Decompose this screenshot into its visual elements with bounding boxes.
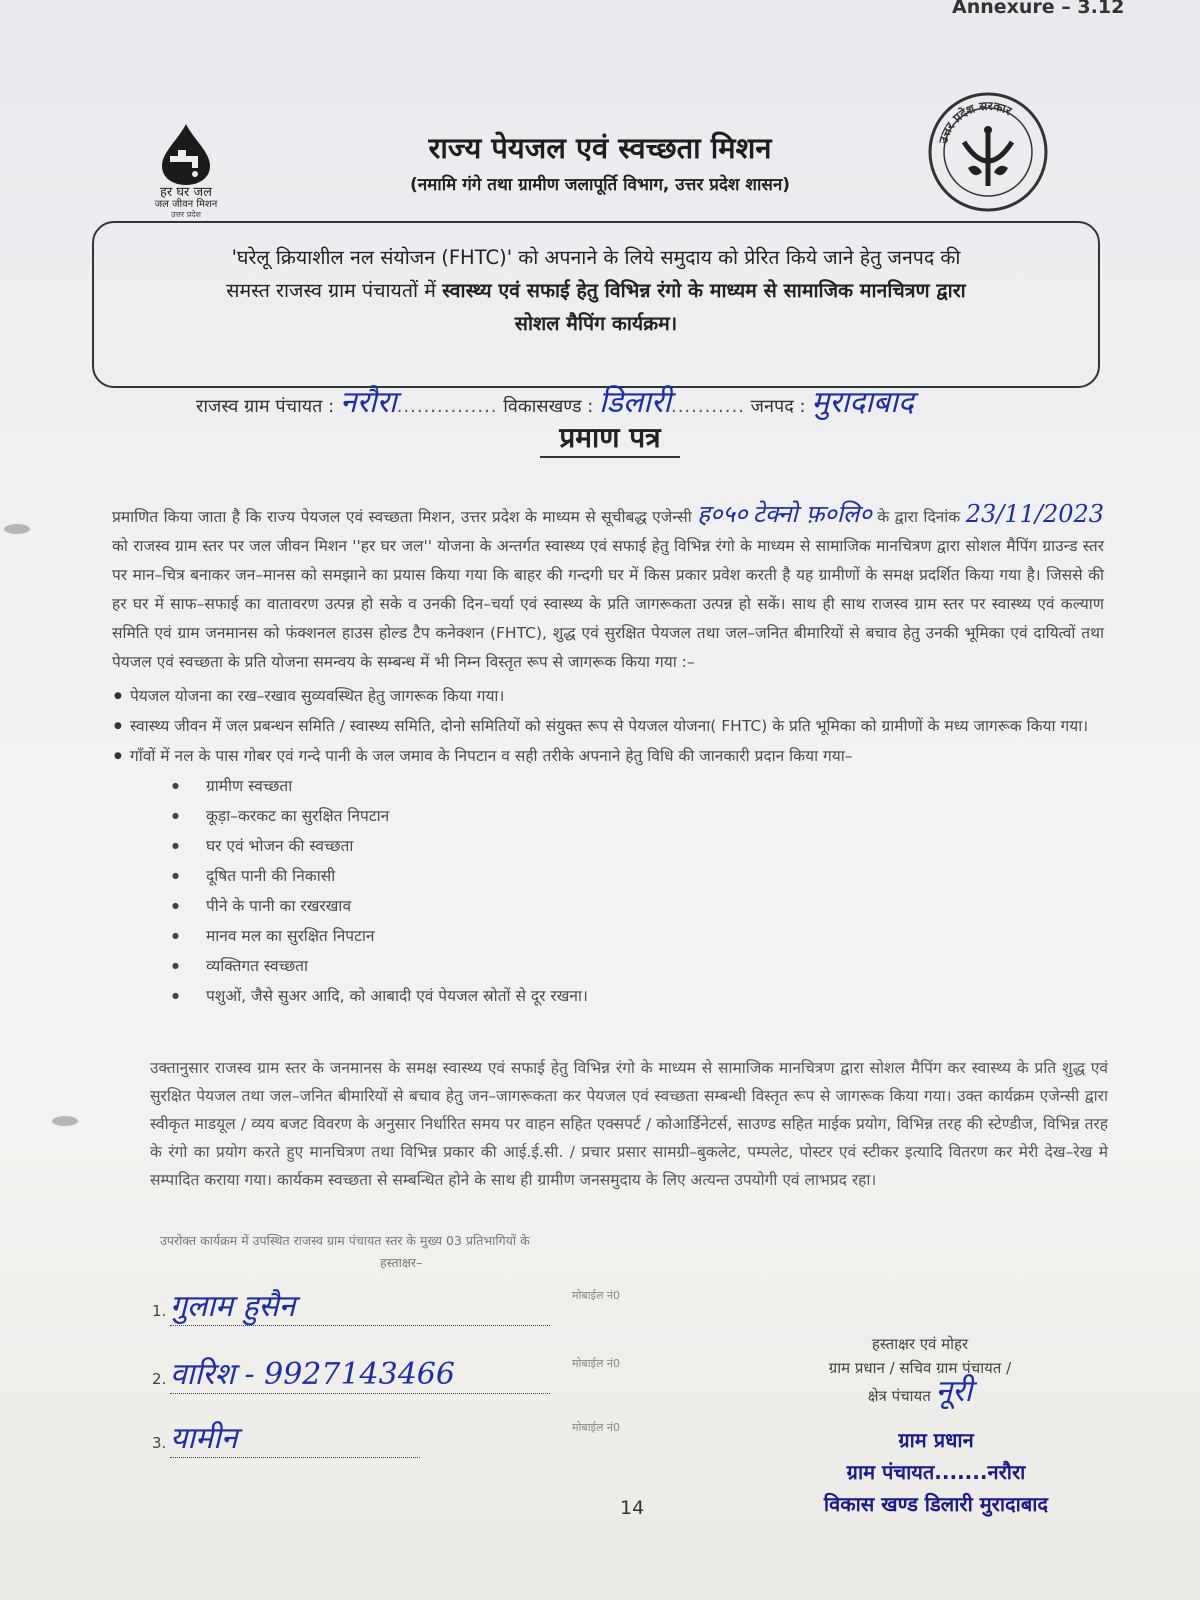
- svg-text:उत्तर प्रदेश सरकार: उत्तर प्रदेश सरकार: [935, 98, 1014, 145]
- seal-line-3: विकास खण्ड डिलारी मुरादाबाद: [823, 1492, 1049, 1516]
- up-government-emblem-icon: [926, 90, 1050, 218]
- date-label-text: के द्वारा दिनांक: [877, 508, 961, 526]
- certificate-body: [112, 500, 1104, 1011]
- body-intro-text: प्रमाणित किया जाता है कि राज्य पेयजल एवं स्वच्छता मिशन, उत्तर प्रदेश के माध्यम से सूचीबद्ध एजेन्सी: [112, 508, 692, 526]
- signatory-name: गुलाम हुसैन: [170, 1284, 550, 1326]
- mobile-field: [572, 1288, 620, 1303]
- block-value: डिलारी: [599, 385, 671, 420]
- signatory-number: 1.: [152, 1302, 167, 1320]
- signature-stamp-block: [760, 1332, 1080, 1408]
- mobile-label: मोबाईल नं0: [572, 1421, 621, 1434]
- logo-text-har-ghar-jal: हर घर जल: [160, 185, 212, 200]
- logo-text-jal-jeevan-mission: जल जीवन मिशन: [154, 199, 218, 210]
- logo-text-state: उत्तर प्रदेश: [171, 210, 201, 219]
- gram-panchayat-label: राजस्व ग्राम पंचायत :: [196, 396, 335, 417]
- signatory-2: [152, 1352, 621, 1394]
- sanitation-topic-item: ● घर एवं भोजन की स्वच्छता: [172, 831, 1104, 861]
- signatory-number: 2.: [152, 1370, 167, 1388]
- signatory-number: 3.: [152, 1434, 167, 1452]
- body-paragraph-1: [112, 500, 1104, 677]
- district-label: जनपद :: [750, 396, 806, 417]
- agency-handwritten-2: टेक्नो फ़०लि०: [752, 500, 872, 528]
- annexure-label: Annexure – 3.12: [952, 0, 1125, 18]
- program-line-2-bold: स्वास्थ्य एवं सफाई हेतु विभिन्न रंगो के माध्यम से सामाजिक मानचित्रण द्वारा: [442, 279, 966, 302]
- signatory-name: यामीन: [170, 1416, 420, 1458]
- district-value: मुरादाबाद: [811, 385, 914, 420]
- participants-note: [160, 1230, 530, 1274]
- agency-handwritten-1: ह०५०: [697, 500, 748, 528]
- gram-panchayat-value: नरौरा: [339, 385, 397, 420]
- dotted-line: ...........: [670, 396, 745, 417]
- stamp-caption-3: [760, 1374, 1080, 1409]
- body-main-text: को राजस्व ग्राम स्तर पर जल जीवन मिशन ''हर घर जल'' योजना के अन्तर्गत स्वास्थ्य एवं सफाई हेतु विभिन्न रंगो के माध्यम से सामाजिक मानचित्रण द्वारा सोशल मैपिंग ग्राउन्ड स्तर पर मान–चित्र बनाकर जन–मानस को समझाने का प्रयास किया गया कि बाहर की गन्दगी घर में किस प्रकार प्रवेश करती है यह ग्रामीणों के समक्ष प्रदर्शित किया गया है। जिससे की हर घर में साफ–सफाई का वातावरण उत्पन्न हो सके व उनकी दिन–चर्या एवं स्वास्थ्य के प्रति जागरूकता उत्पन्न हो सकें। साथ ही साथ राजस्व ग्राम स्तर पर स्वास्थ्य एवं कल्याण समिति एवं ग्राम जनमानस को फंक्शनल हाउस होल्ड टैप कनेक्शन (FHTC), शुद्ध एवं सुरक्षित पेयजल तथा जल–जनित बीमारियों से बचाव हेतु उनकी भूमिका एवं दायित्वों तथा पेयजल एवं स्वच्छता के प्रति योजना समन्वय के सम्बन्ध में भी निम्न विस्तृत रूप से जागरूक किया गया :–: [112, 537, 1104, 671]
- block-label: विकासखण्ड :: [503, 396, 594, 417]
- signatory-mobile-handwritten: - 9927143466: [244, 1357, 455, 1392]
- signatory-name-text: वारिश: [170, 1357, 235, 1392]
- mobile-field: [572, 1420, 620, 1435]
- seal-line-2: ग्राम पंचायत.......नरौरा: [846, 1460, 1026, 1484]
- awareness-bullet-item: ● गाँवों में नल के पास गोबर एवं गन्दे पानी के जल जमाव के निपटान व सही तरीके अपनाने हेतु विधि की जानकारी प्रदान किया गया–: [112, 741, 1104, 771]
- scan-smudge: [52, 1116, 78, 1126]
- location-fields: [196, 380, 1096, 421]
- pradhan-signature: नूरी: [935, 1374, 973, 1409]
- har-ghar-jal-logo: [136, 122, 236, 219]
- awareness-bullet-item: ● स्वास्थ्य जीवन में जल प्रबन्धन समिति / स्वास्थ्य समिति, दोनो समितियों को संयुक्त रूप से पेयजल योजना( FHTC) के प्रति भूमिका को ग्रामीणों के मध्य जागरूक किया गया।: [112, 711, 1104, 741]
- department-subtitle: (नमामि गंगे तथा ग्रामीण जलापूर्ति विभाग, उत्तर प्रदेश शासन): [409, 175, 791, 195]
- mobile-label: मोबाईल नं0: [572, 1289, 621, 1302]
- participants-note-line-2: हस्ताक्षर–: [380, 1255, 423, 1270]
- signatory-3: [152, 1416, 621, 1458]
- sanitation-topic-item: ● मानव मल का सुरक्षित निपटान: [172, 921, 1104, 951]
- sanitation-topic-item: ● कूड़ा–करकट का सुरक्षित निपटान: [172, 801, 1104, 831]
- program-line-3: सोशल मैपिंग कार्यक्रम।: [514, 312, 678, 335]
- sanitation-topic-item: ● व्यक्तिगत स्वच्छता: [172, 951, 1104, 981]
- scan-smudge: [4, 524, 30, 534]
- mobile-field: [572, 1356, 620, 1371]
- stamp-caption-1: हस्ताक्षर एवं मोहर: [871, 1335, 969, 1353]
- sanitation-topics-list: [112, 771, 1104, 1011]
- closing-paragraph: उक्तानुसार राजस्व ग्राम स्तर के जनमानस के समक्ष स्वास्थ्य एवं सफाई हेतु विभिन्न रंगो के माध्यम से सामाजिक मानचित्रण द्वारा सोशल मैपिंग कर स्वास्थ्य के प्रति शुद्ध एवं सुरक्षित पेयजल तथा जल–जनित बीमारियों से बचाव हेतु जन–जागरूकता कर पेयजल एवं स्वच्छता सम्बन्धी विस्तृत रूप से जागरूक किया गया। उक्त कार्यक्रम एजेन्सी द्वारा स्वीकृत माडयूल / व्यय बजट विवरण के अनुसार निर्धारित समय पर वाहन सहित एक्सपर्ट / कोआर्डिनेटर्स, साउण्ड सहित माईक प्रयोग, विभिन्न तरह की स्टेण्डीज, विभिन्न तरह के रंगो का प्रयोग करते हुए मानचित्रण तथा विभिन्न प्रकार की आई.ई.सी. / प्रचार प्रसार सामग्री–बुकलेट, पम्पलेट, पोस्टर एवं स्टीकर इत्यादि वितरण कर मेरी देख–रेख मे सम्पादित कराया गया। कार्यकम स्वच्छता से सम्बन्धित होने के साथ ही ग्रामीण जनसमुदाय के लिए अत्यन्त उपयोगी एवं लाभप्रद रहा।: [150, 1059, 1108, 1189]
- mobile-label: मोबाईल नं0: [572, 1357, 621, 1370]
- awareness-bullet-list: [112, 681, 1104, 771]
- seal-line-1: ग्राम प्रधान: [898, 1428, 974, 1452]
- sanitation-topic-item: ● पशुओं, जैसे सुअर आदि, को आबादी एवं पेयजल स्रोतों से दूर रखना।: [172, 981, 1104, 1011]
- signatory-1: [152, 1284, 621, 1326]
- awareness-bullet-item: ● पेयजल योजना का रख–रखाव सुव्यवस्थित हेतु जागरूक किया गया।: [112, 681, 1104, 711]
- signatory-name: [170, 1352, 550, 1394]
- participants-note-line-1: उपरोक्त कार्यक्रम में उपस्थित राजस्व ग्राम पंचायत स्तर के मुख्य 03 प्रतिभागियों के: [160, 1233, 530, 1248]
- stamp-caption-2: ग्राम प्रधान / सचिव ग्राम पंचायत /: [828, 1359, 1012, 1377]
- sanitation-topic-item: ● दूषित पानी की निकासी: [172, 861, 1104, 891]
- mission-title: राज्य पेयजल एवं स्वच्छता मिशन: [428, 131, 772, 165]
- sanitation-topic-item: ● पीने के पानी का रखरखाव: [172, 891, 1104, 921]
- program-date-handwritten: 23/11/2023: [965, 500, 1105, 528]
- dotted-line: ...............: [396, 396, 498, 417]
- sanitation-topic-item: ● ग्रामीण स्वच्छता: [172, 771, 1104, 801]
- water-drop-tap-icon: [156, 122, 216, 186]
- program-title-box: [92, 221, 1100, 388]
- program-line-2: [116, 274, 1076, 307]
- certificate-title: प्रमाण पत्र: [540, 418, 680, 458]
- program-line-2-plain: समस्त राजस्व ग्राम पंचायतों में: [226, 279, 443, 302]
- page-number: 14: [620, 1497, 645, 1519]
- program-line-1: 'घरेलू क्रियाशील नल संयोजन (FHTC)' को अपनाने के लिये समुदाय को प्रेरित किये जाने हेतु जनपद की: [231, 246, 961, 269]
- official-seal: [776, 1424, 1096, 1520]
- stamp-caption-3-text: क्षेत्र पंचायत: [867, 1387, 931, 1405]
